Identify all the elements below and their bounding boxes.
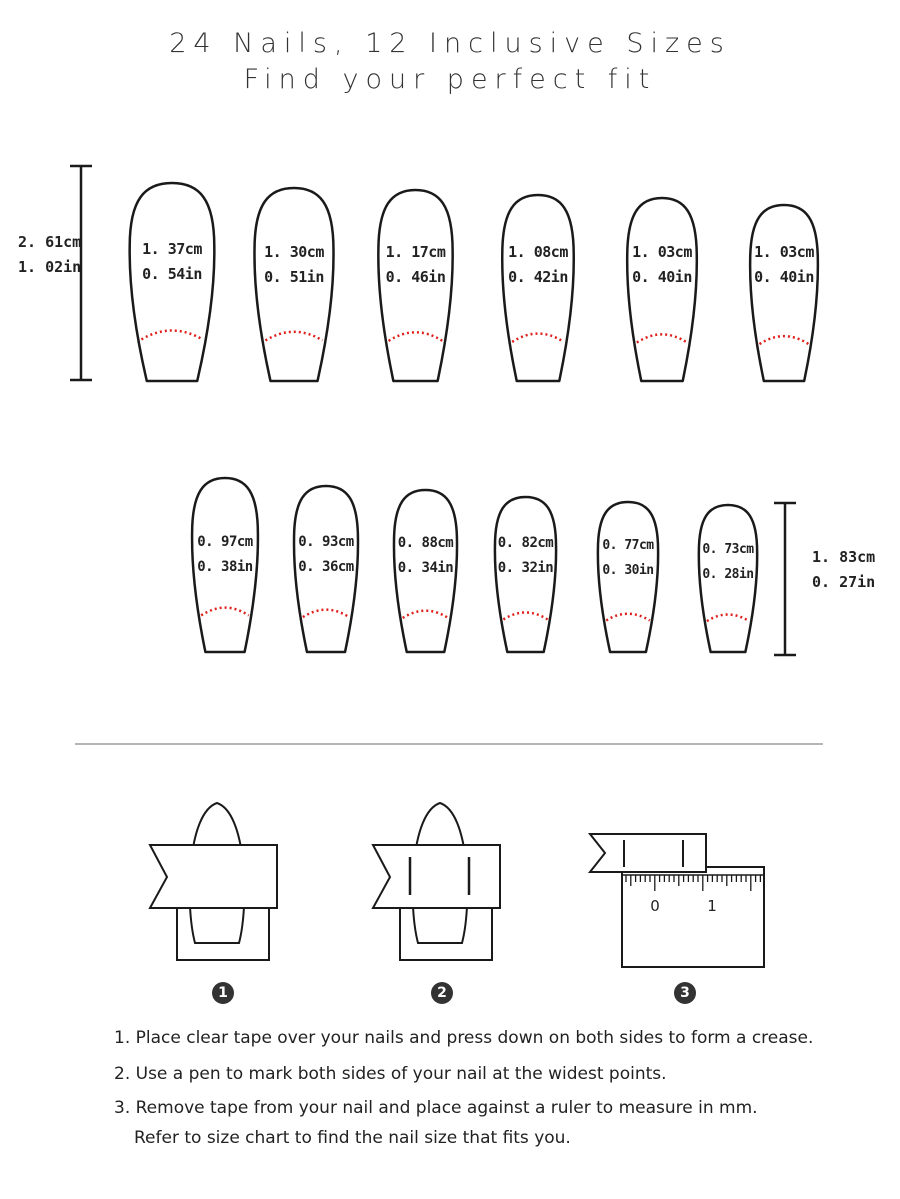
nail-width-cm: 1. 37cm <box>142 240 202 258</box>
nail-outline <box>625 198 699 381</box>
nail-width-cm: 0. 93cm <box>298 534 354 550</box>
length-row1-cm: 2. 61cm <box>18 233 82 251</box>
nail-width-in: 0. 40in <box>754 268 814 286</box>
step-2-badge: 2 <box>431 982 453 1004</box>
nail-width-cm: 1. 17cm <box>385 243 446 261</box>
nail-width-cm: 0. 88cm <box>397 535 454 551</box>
ruler-tick-1-label: 1 <box>707 897 717 915</box>
nail-width-cm: 0. 97cm <box>197 534 253 550</box>
length-bracket-row2 <box>770 500 800 660</box>
nail-width-in: 0. 40in <box>632 268 692 286</box>
nail-size-nails_row1-3 <box>376 190 455 381</box>
nail-width-cm: 1. 30cm <box>264 243 324 261</box>
step2-mark-sides-illustration <box>368 795 508 965</box>
nail-size-nails_row1-4 <box>500 195 576 381</box>
nail-width-cm: 1. 03cm <box>754 243 814 261</box>
nail-width-in: 0. 28in <box>702 567 754 582</box>
nail-width-cm: 1. 03cm <box>632 243 692 261</box>
instruction-2: 2. Use a pen to mark both sides of your nail at the widest points. <box>114 1064 667 1084</box>
nail-size-nails_row2-6 <box>697 505 759 652</box>
step-3-badge: 3 <box>674 982 696 1004</box>
ruler-tick-0-label: 0 <box>650 897 660 915</box>
instruction-1: 1. Place clear tape over your nails and press down on both sides to form a crease. <box>114 1028 814 1048</box>
nail-width-in: 0. 32in <box>497 560 554 576</box>
nail-width-cm: 1. 08cm <box>508 243 568 261</box>
nail-size-nails_row2-1 <box>190 478 260 652</box>
step-1-badge: 1 <box>212 982 234 1004</box>
nail-width-cm: 0. 77cm <box>602 538 654 553</box>
nail-width-in: 0. 42in <box>508 268 568 286</box>
nail-width-in: 0. 34in <box>397 560 454 576</box>
length-row1-in: 1. 02in <box>18 258 82 276</box>
length-row2-cm: 1. 83cm <box>812 548 876 566</box>
length-row2-in: 0. 27in <box>812 573 876 591</box>
nail-size-nails_row2-2 <box>292 486 360 652</box>
nail-width-in: 0. 30in <box>602 563 654 578</box>
nail-size-nails_row2-5 <box>596 502 660 652</box>
nail-width-cm: 0. 73cm <box>702 542 754 557</box>
nail-size-nails_row1-2 <box>252 188 336 381</box>
length-row2-label <box>812 545 875 595</box>
nail-width-in: 0. 36cm <box>298 559 354 575</box>
nail-size-nails_row1-6 <box>748 205 820 381</box>
step1-tape-over-nail-illustration <box>145 795 285 965</box>
nail-width-in: 0. 51in <box>264 268 324 286</box>
nail-size-nails_row2-4 <box>493 497 558 652</box>
instruction-3: 3. Remove tape from your nail and place against a ruler to measure in mm. <box>114 1098 758 1118</box>
nail-size-nails_row1-1 <box>127 183 217 381</box>
step3-ruler-illustration <box>580 822 780 972</box>
nail-width-cm: 0. 82cm <box>497 535 554 551</box>
nail-outline <box>500 195 576 381</box>
nail-outline <box>748 205 820 381</box>
page-subtitle: Find your perfect fit <box>243 64 657 95</box>
nail-width-in: 0. 54in <box>142 265 202 283</box>
nail-size-nails_row2-3 <box>392 490 459 652</box>
nail-width-in: 0. 46in <box>385 268 446 286</box>
nail-width-in: 0. 38in <box>197 559 253 575</box>
section-divider <box>75 743 823 745</box>
length-row1-label <box>18 230 81 280</box>
page-title: 24 Nails, 12 Inclusive Sizes <box>169 28 731 59</box>
nail-size-nails_row1-5 <box>625 198 699 381</box>
instruction-3-continued: Refer to size chart to find the nail size that fits you. <box>134 1128 571 1148</box>
